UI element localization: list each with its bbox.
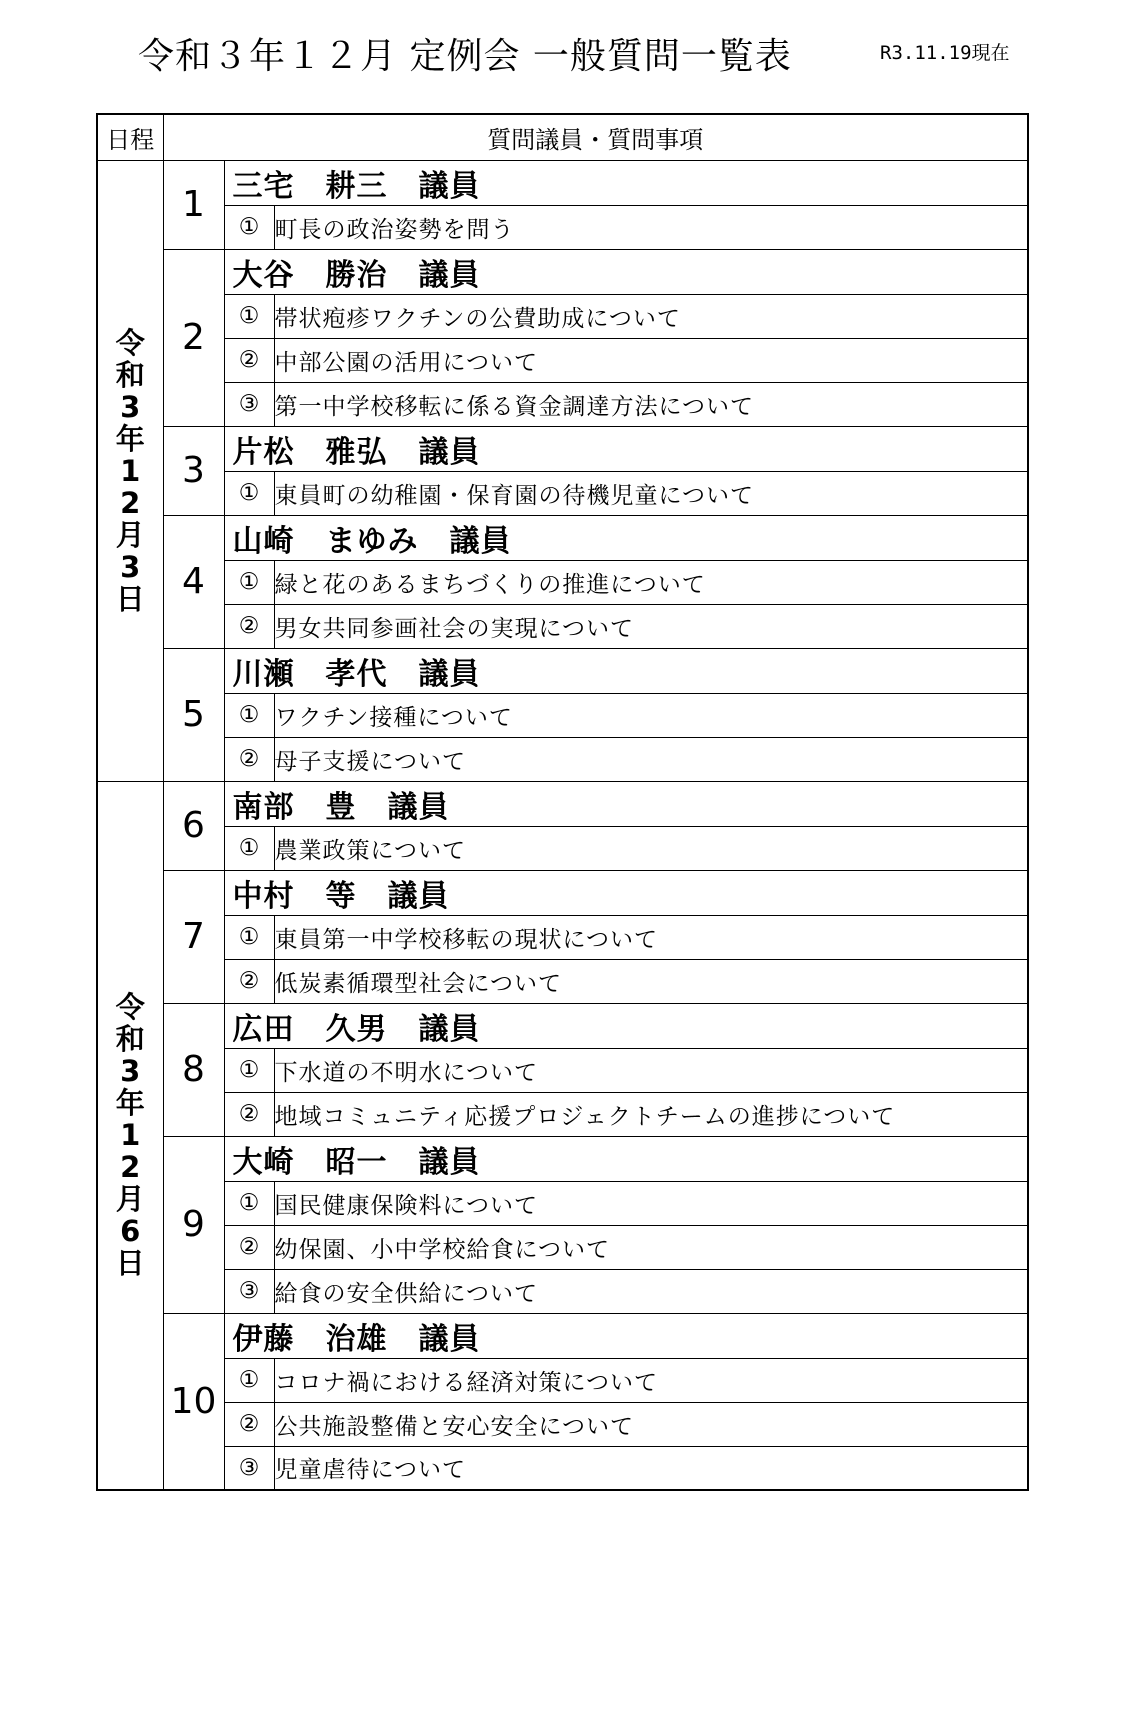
- question-row: [97, 560, 1028, 604]
- member-name: 山崎 まゆみ 議員: [224, 515, 1028, 560]
- question-row: [97, 604, 1028, 648]
- question-number: ①: [224, 205, 274, 249]
- member-row: [97, 1136, 1028, 1181]
- question-number: ②: [224, 338, 274, 382]
- question-order-number: 2: [163, 249, 224, 426]
- question-number: ①: [224, 1358, 274, 1402]
- question-topic: コロナ禍における経済対策について: [274, 1358, 1028, 1402]
- question-row: [97, 959, 1028, 1003]
- member-row: [97, 648, 1028, 693]
- question-number: ②: [224, 737, 274, 781]
- member-name: 大崎 昭一 議員: [224, 1136, 1028, 1181]
- question-topic: 東員町の幼稚園・保育園の待機児童について: [274, 471, 1028, 515]
- question-row: [97, 1181, 1028, 1225]
- question-order-number: 6: [163, 781, 224, 870]
- session-date-cell: [97, 781, 163, 1490]
- question-topic: 下水道の不明水について: [274, 1048, 1028, 1092]
- question-order-number: 1: [163, 160, 224, 249]
- member-row: [97, 249, 1028, 294]
- question-row: [97, 693, 1028, 737]
- member-row: [97, 1313, 1028, 1358]
- member-name: 中村 等 議員: [224, 870, 1028, 915]
- schedule-body: [97, 160, 1028, 1490]
- session-date-cell: [97, 160, 163, 781]
- date-column-header: 日程: [97, 114, 163, 160]
- question-order-number: 9: [163, 1136, 224, 1313]
- member-row: [97, 426, 1028, 471]
- question-row: [97, 294, 1028, 338]
- member-row: [97, 160, 1028, 205]
- question-order-number: 3: [163, 426, 224, 515]
- question-topic: 地域コミュニティ応援プロジェクトチームの進捗について: [274, 1092, 1028, 1136]
- member-name: 大谷 勝治 議員: [224, 249, 1028, 294]
- question-topic: 東員第一中学校移転の現状について: [274, 915, 1028, 959]
- member-row: [97, 781, 1028, 826]
- question-topic: 低炭素循環型社会について: [274, 959, 1028, 1003]
- question-topic: 児童虐待について: [274, 1446, 1028, 1490]
- question-order-number: 4: [163, 515, 224, 648]
- question-number: ①: [224, 1181, 274, 1225]
- question-row: [97, 737, 1028, 781]
- question-row: [97, 205, 1028, 249]
- member-row: [97, 515, 1028, 560]
- question-row: [97, 1225, 1028, 1269]
- as-of-date: R3.11.19現在: [880, 42, 1010, 64]
- question-topic: 中部公園の活用について: [274, 338, 1028, 382]
- question-topic: 給食の安全供給について: [274, 1269, 1028, 1313]
- question-order-number: 8: [163, 1003, 224, 1136]
- member-name: 南部 豊 議員: [224, 781, 1028, 826]
- question-topic: 幼保園、小中学校給食について: [274, 1225, 1028, 1269]
- question-schedule-table: [96, 113, 1029, 1491]
- question-topic: 第一中学校移転に係る資金調達方法について: [274, 382, 1028, 426]
- question-topic: 国民健康保険料について: [274, 1181, 1028, 1225]
- question-row: [97, 1048, 1028, 1092]
- session-date: 令和3年12月6日: [115, 990, 145, 1281]
- question-row: [97, 1358, 1028, 1402]
- member-name: 広田 久男 議員: [224, 1003, 1028, 1048]
- question-number: ②: [224, 1225, 274, 1269]
- question-number: ③: [224, 1269, 274, 1313]
- question-number: ①: [224, 294, 274, 338]
- question-row: [97, 1402, 1028, 1446]
- question-number: ②: [224, 604, 274, 648]
- question-order-number: 5: [163, 648, 224, 781]
- question-row: [97, 382, 1028, 426]
- question-order-number: 7: [163, 870, 224, 1003]
- question-row: [97, 826, 1028, 870]
- question-number: ③: [224, 1446, 274, 1490]
- question-number: ②: [224, 1092, 274, 1136]
- member-name: 川瀬 孝代 議員: [224, 648, 1028, 693]
- question-row: [97, 1269, 1028, 1313]
- question-topic: 緑と花のあるまちづくりの推進について: [274, 560, 1028, 604]
- page-title: 令和３年１２月 定例会 一般質問一覧表: [138, 36, 792, 77]
- question-topic: 男女共同参画社会の実現について: [274, 604, 1028, 648]
- session-date: 令和3年12月3日: [115, 325, 145, 616]
- questions-column-header: 質問議員・質問事項: [163, 114, 1028, 160]
- member-name: 伊藤 治雄 議員: [224, 1313, 1028, 1358]
- question-topic: 母子支援について: [274, 737, 1028, 781]
- question-row: [97, 338, 1028, 382]
- question-number: ①: [224, 471, 274, 515]
- question-row: [97, 1092, 1028, 1136]
- question-topic: 公共施設整備と安心安全について: [274, 1402, 1028, 1446]
- member-row: [97, 870, 1028, 915]
- question-number: ①: [224, 693, 274, 737]
- question-number: ①: [224, 826, 274, 870]
- question-row: [97, 915, 1028, 959]
- question-number: ②: [224, 1402, 274, 1446]
- question-topic: ワクチン接種について: [274, 693, 1028, 737]
- member-name: 三宅 耕三 議員: [224, 160, 1028, 205]
- question-topic: 帯状疱疹ワクチンの公費助成について: [274, 294, 1028, 338]
- question-order-number: 10: [163, 1313, 224, 1490]
- question-number: ②: [224, 959, 274, 1003]
- question-number: ①: [224, 915, 274, 959]
- question-row: [97, 1446, 1028, 1490]
- question-number: ①: [224, 1048, 274, 1092]
- table-header-row: [97, 114, 1028, 160]
- question-topic: 町長の政治姿勢を問う: [274, 205, 1028, 249]
- question-number: ①: [224, 560, 274, 604]
- question-topic: 農業政策について: [274, 826, 1028, 870]
- member-name: 片松 雅弘 議員: [224, 426, 1028, 471]
- question-number: ③: [224, 382, 274, 426]
- question-row: [97, 471, 1028, 515]
- member-row: [97, 1003, 1028, 1048]
